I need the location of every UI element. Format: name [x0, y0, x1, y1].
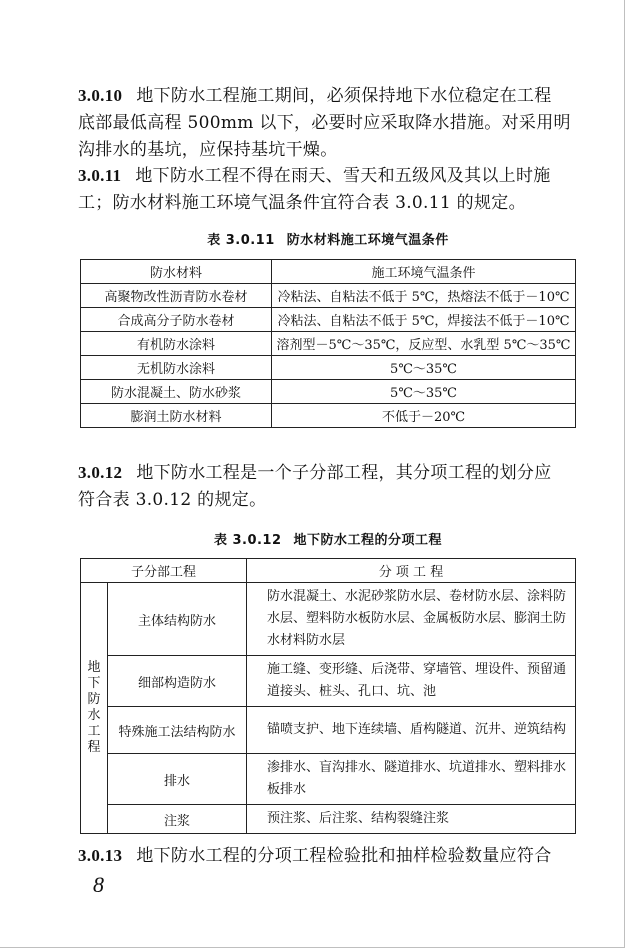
group-label-char: 下: [87, 676, 101, 691]
clause-line: 沟排水的基坑，应保持基坑干燥。: [78, 140, 338, 160]
column-header-subdivision: 子分部工程: [81, 559, 247, 583]
material-cell: 防水混凝土、防水砂浆: [81, 380, 272, 404]
temperature-cell: 冷粘法、自粘法不低于 5℃，焊接法不低于－10℃: [272, 308, 576, 332]
clause-3-0-12: [78, 459, 578, 514]
group-label-char: 防: [87, 692, 101, 707]
temperature-cell: 溶剂型－5℃～35℃，反应型、水乳型 5℃～35℃: [272, 332, 576, 356]
table-caption-3-0-11: [78, 229, 578, 248]
table-caption-title: 防水材料施工环境气温条件: [286, 233, 449, 248]
clause-text: 地下防水工程不得在雨天、雪天和五级风及其以上时施: [135, 166, 551, 186]
subitem-name-cell: 细部构造防水: [108, 656, 247, 707]
subitem-name-cell: 排水: [108, 754, 247, 805]
subitem-desc-cell: 预注浆、后注浆、结构裂缝注浆: [247, 805, 576, 834]
clause-3-0-10: [78, 82, 578, 164]
table-row: [81, 805, 576, 834]
column-header-items: 分 项 工 程: [247, 559, 576, 583]
table-row: [81, 707, 576, 754]
temperature-cell: 5℃～35℃: [272, 380, 576, 404]
group-label-char: 水: [87, 708, 101, 723]
table-caption-number: 表 3.0.12: [213, 533, 282, 548]
table-header-row: [81, 260, 576, 284]
clause-line: [78, 459, 578, 487]
group-label-char: 工: [87, 724, 101, 739]
clause-line: [78, 162, 578, 190]
table-header-row: [81, 559, 576, 583]
subitem-name-cell: 特殊施工法结构防水: [108, 707, 247, 754]
group-label-char: 地: [87, 660, 101, 675]
clause-text: 地下防水工程的分项工程检验批和抽样检验数量应符合: [136, 846, 552, 866]
table-3-0-11: [80, 259, 576, 428]
temperature-cell: 5℃～35℃: [272, 356, 576, 380]
material-cell: 合成高分子防水卷材: [81, 308, 272, 332]
material-cell: 有机防水涂料: [81, 332, 272, 356]
table-row: [81, 380, 576, 404]
subitem-desc-cell: 锚喷支护、地下连续墙、盾构隧道、沉井、逆筑结构: [247, 707, 576, 754]
table-row: [81, 332, 576, 356]
subitem-desc-cell: 施工缝、变形缝、后浇带、穿墙管、埋设件、预留通道接头、桩头、孔口、坑、池: [247, 656, 576, 707]
clause-text: 地下防水工程是一个子分部工程，其分项工程的划分应: [136, 463, 552, 483]
column-header-material: 防水材料: [81, 260, 272, 284]
clause-line: 符合表 3.0.12 的规定。: [78, 490, 267, 510]
clause-number: 3.0.12: [78, 463, 123, 482]
group-label-cell: [81, 583, 108, 834]
clause-text: 地下防水工程施工期间，必须保持地下水位稳定在工程: [136, 86, 552, 106]
table-row: [81, 356, 576, 380]
table-row: [81, 754, 576, 805]
clause-line: 工；防水材料施工环境气温条件宜符合表 3.0.11 的规定。: [78, 193, 526, 213]
clause-number: 3.0.13: [78, 846, 123, 865]
clause-number: 3.0.11: [78, 166, 122, 185]
table-row: [81, 308, 576, 332]
material-cell: 高聚物改性沥青防水卷材: [81, 284, 272, 308]
subitem-name-cell: 主体结构防水: [108, 583, 247, 656]
subitem-name-cell: 注浆: [108, 805, 247, 834]
temperature-cell: 冷粘法、自粘法不低于 5℃，热熔法不低于－10℃: [272, 284, 576, 308]
clause-3-0-13: [78, 842, 578, 870]
subitem-desc-cell: 渗排水、盲沟排水、隧道排水、坑道排水、塑料排水板排水: [247, 754, 576, 805]
table-row: [81, 583, 576, 656]
clause-line: 底部最低高程 500mm 以下，必要时应采取降水措施。对采用明: [78, 113, 571, 133]
subitem-desc-cell: 防水混凝土、水泥砂浆防水层、卷材防水层、涂料防水层、塑料防水板防水层、金属板防水层、膨润土防水材料防水层: [247, 583, 576, 656]
group-label-char: 程: [87, 740, 101, 755]
clause-line: [78, 842, 578, 870]
table-caption-number: 表 3.0.11: [207, 233, 275, 248]
table-row: [81, 404, 576, 428]
material-cell: 无机防水涂料: [81, 356, 272, 380]
temperature-cell: 不低于－20℃: [272, 404, 576, 428]
page-number: 8: [93, 872, 104, 897]
table-3-0-12: [80, 558, 576, 834]
table-caption-title: 地下防水工程的分项工程: [293, 533, 443, 548]
clause-number: 3.0.10: [78, 86, 123, 105]
table-row: [81, 284, 576, 308]
column-header-temperature: 施工环境气温条件: [272, 260, 576, 284]
table-caption-3-0-12: [78, 529, 578, 548]
clause-line: [78, 82, 578, 110]
clause-3-0-11: [78, 162, 578, 217]
material-cell: 膨润土防水材料: [81, 404, 272, 428]
table-row: [81, 656, 576, 707]
